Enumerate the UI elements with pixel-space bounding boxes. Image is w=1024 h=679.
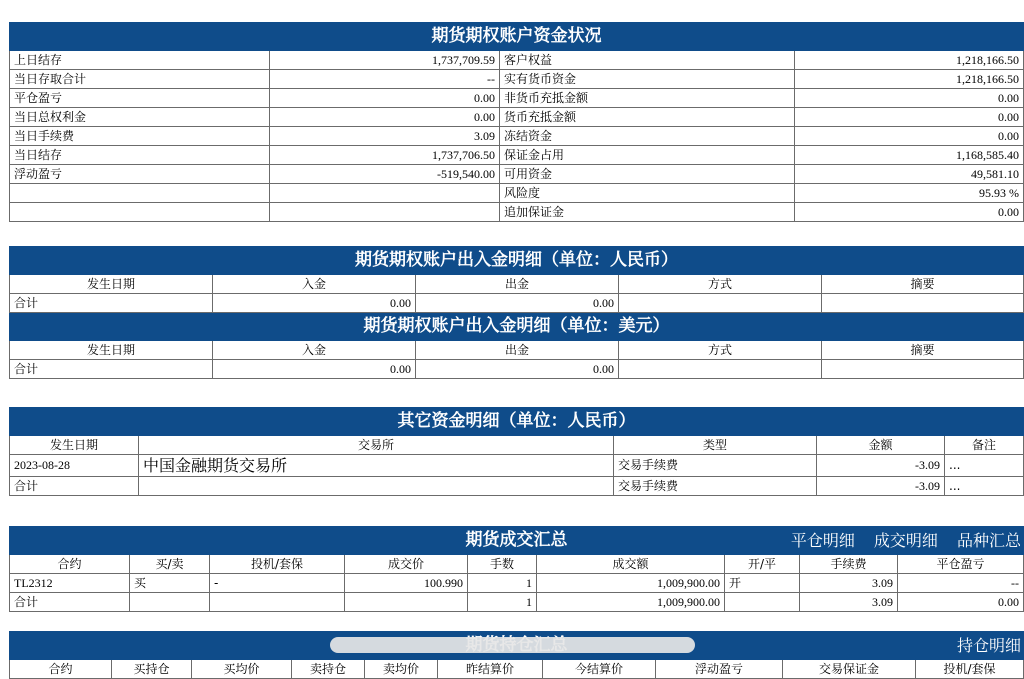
col-header: 买持仓	[112, 660, 192, 679]
account-status-title: 期货期权账户资金状况	[10, 23, 1024, 51]
total-fee: 3.09	[800, 593, 898, 612]
link-close-detail[interactable]: 平仓明细	[790, 531, 855, 550]
positions-links	[943, 632, 1021, 659]
table-row	[10, 455, 1024, 477]
row-label	[10, 184, 270, 203]
col-header: 类型	[614, 436, 817, 455]
table-header-row	[10, 436, 1024, 455]
col-header: 入金	[213, 341, 416, 360]
row-value: 0.00	[795, 89, 1024, 108]
usd-flow-title: 期货期权账户出入金明细（单位：美元）	[10, 313, 1024, 341]
col-header: 买/卖	[130, 555, 210, 574]
table-total-row	[10, 593, 1024, 612]
table-row	[10, 108, 1024, 127]
total-note: ...	[945, 477, 1024, 496]
row-date: 2023-08-28	[10, 455, 139, 477]
row-label: 当日存取合计	[10, 70, 270, 89]
total-label: 合计	[10, 477, 139, 496]
col-header: 昨结算价	[438, 660, 543, 679]
col-header: 开/平	[725, 555, 800, 574]
row-label: 冻结资金	[500, 127, 795, 146]
row-value: 1,737,706.50	[270, 146, 500, 165]
row-label: 风险度	[500, 184, 795, 203]
row-value: 49,581.10	[795, 165, 1024, 184]
total-amount: 1,009,900.00	[537, 593, 725, 612]
row-note: ...	[945, 455, 1024, 477]
col-header: 平仓盈亏	[898, 555, 1024, 574]
row-label	[10, 203, 270, 222]
link-position-detail[interactable]: 持仓明细	[957, 636, 1022, 655]
total-pnl: 0.00	[898, 593, 1024, 612]
table-header-row	[10, 275, 1024, 294]
row-value: 0.00	[270, 108, 500, 127]
table-row	[10, 184, 1024, 203]
col-header: 今结算价	[543, 660, 656, 679]
col-header: 合约	[10, 660, 112, 679]
total-label: 合计	[10, 593, 130, 612]
total-in: 0.00	[213, 360, 416, 379]
col-header: 交易所	[139, 436, 614, 455]
row-qty: 1	[468, 574, 537, 593]
col-header: 方式	[619, 275, 822, 294]
total-amount: -3.09	[817, 477, 945, 496]
row-amount: 1,009,900.00	[537, 574, 725, 593]
col-header: 买均价	[192, 660, 292, 679]
trades-table	[9, 526, 1024, 612]
table-row	[10, 70, 1024, 89]
row-label: 非货币充抵金额	[500, 89, 795, 108]
total-out: 0.00	[416, 360, 619, 379]
table-row	[10, 146, 1024, 165]
row-label: 平仓盈亏	[10, 89, 270, 108]
col-header: 投机/套保	[916, 660, 1024, 679]
row-fee: 3.09	[800, 574, 898, 593]
fund-flow-table	[9, 246, 1024, 379]
row-price: 100.990	[345, 574, 468, 593]
col-header: 方式	[619, 341, 822, 360]
col-header: 摘要	[822, 341, 1024, 360]
col-header: 出金	[416, 275, 619, 294]
col-header: 金额	[817, 436, 945, 455]
col-header: 出金	[416, 341, 619, 360]
row-value: 1,218,166.50	[795, 70, 1024, 89]
row-value: 3.09	[270, 127, 500, 146]
row-open-close: 开	[725, 574, 800, 593]
row-value: 0.00	[795, 127, 1024, 146]
row-label: 可用资金	[500, 165, 795, 184]
table-header-row	[10, 660, 1024, 679]
row-value: 95.93 %	[795, 184, 1024, 203]
row-value: 0.00	[795, 108, 1024, 127]
table-total-row	[10, 360, 1024, 379]
table-row	[10, 574, 1024, 593]
table-row	[10, 51, 1024, 70]
row-value: 1,737,709.59	[270, 51, 500, 70]
col-header: 发生日期	[10, 275, 213, 294]
table-total-row	[10, 477, 1024, 496]
account-status-table	[9, 22, 1024, 222]
col-header: 成交价	[345, 555, 468, 574]
total-qty: 1	[468, 593, 537, 612]
total-type: 交易手续费	[614, 477, 817, 496]
row-value: 0.00	[270, 89, 500, 108]
empty-cell	[130, 593, 210, 612]
row-exchange: 中国金融期货交易所	[139, 455, 614, 477]
other-funds-table	[9, 407, 1024, 496]
row-label: 当日手续费	[10, 127, 270, 146]
table-header-row	[10, 341, 1024, 360]
row-contract: TL2312	[10, 574, 130, 593]
col-header: 成交额	[537, 555, 725, 574]
row-type: 交易手续费	[614, 455, 817, 477]
col-header: 合约	[10, 555, 130, 574]
table-row	[10, 203, 1024, 222]
total-label: 合计	[10, 294, 213, 313]
row-value: --	[270, 70, 500, 89]
col-header: 手续费	[800, 555, 898, 574]
row-value: 0.00	[795, 203, 1024, 222]
total-in: 0.00	[213, 294, 416, 313]
total-out: 0.00	[416, 294, 619, 313]
row-label: 客户权益	[500, 51, 795, 70]
table-row	[10, 127, 1024, 146]
row-label: 当日总权利金	[10, 108, 270, 127]
row-side: 买	[130, 574, 210, 593]
row-hedge: -	[210, 574, 345, 593]
empty-cell	[210, 593, 345, 612]
row-value	[270, 184, 500, 203]
row-label: 追加保证金	[500, 203, 795, 222]
col-header: 浮动盈亏	[656, 660, 783, 679]
empty-cell	[619, 360, 822, 379]
trades-title: 期货成交汇总	[465, 530, 568, 550]
row-label: 浮动盈亏	[10, 165, 270, 184]
row-value: 1,168,585.40	[795, 146, 1024, 165]
table-row	[10, 165, 1024, 184]
col-header: 手数	[468, 555, 537, 574]
col-header: 投机/套保	[210, 555, 345, 574]
empty-cell	[139, 477, 614, 496]
row-label: 保证金占用	[500, 146, 795, 165]
col-header: 卖均价	[365, 660, 438, 679]
row-pnl: --	[898, 574, 1024, 593]
trades-links	[777, 527, 1021, 554]
col-header: 发生日期	[10, 341, 213, 360]
empty-cell	[822, 360, 1024, 379]
cny-flow-title: 期货期权账户出入金明细（单位：人民币）	[10, 247, 1024, 275]
empty-cell	[725, 593, 800, 612]
row-label: 实有货币资金	[500, 70, 795, 89]
table-header-row	[10, 555, 1024, 574]
col-header: 卖持仓	[292, 660, 365, 679]
col-header: 备注	[945, 436, 1024, 455]
table-row	[10, 89, 1024, 108]
row-label: 货币充抵金额	[500, 108, 795, 127]
col-header: 入金	[213, 275, 416, 294]
col-header: 发生日期	[10, 436, 139, 455]
row-value: 1,218,166.50	[795, 51, 1024, 70]
link-variety-summary[interactable]: 品种汇总	[957, 531, 1022, 550]
col-header: 交易保证金	[783, 660, 916, 679]
other-funds-title: 其它资金明细（单位：人民币）	[10, 408, 1024, 436]
empty-cell	[345, 593, 468, 612]
total-label: 合计	[10, 360, 213, 379]
row-label: 上日结存	[10, 51, 270, 70]
col-header: 摘要	[822, 275, 1024, 294]
link-trade-detail[interactable]: 成交明细	[873, 531, 938, 550]
table-total-row	[10, 294, 1024, 313]
row-amount: -3.09	[817, 455, 945, 477]
scroll-indicator-overlay[interactable]	[330, 637, 695, 653]
row-value	[270, 203, 500, 222]
row-value: -519,540.00	[270, 165, 500, 184]
empty-cell	[822, 294, 1024, 313]
row-label: 当日结存	[10, 146, 270, 165]
empty-cell	[619, 294, 822, 313]
trades-header	[10, 527, 1024, 555]
